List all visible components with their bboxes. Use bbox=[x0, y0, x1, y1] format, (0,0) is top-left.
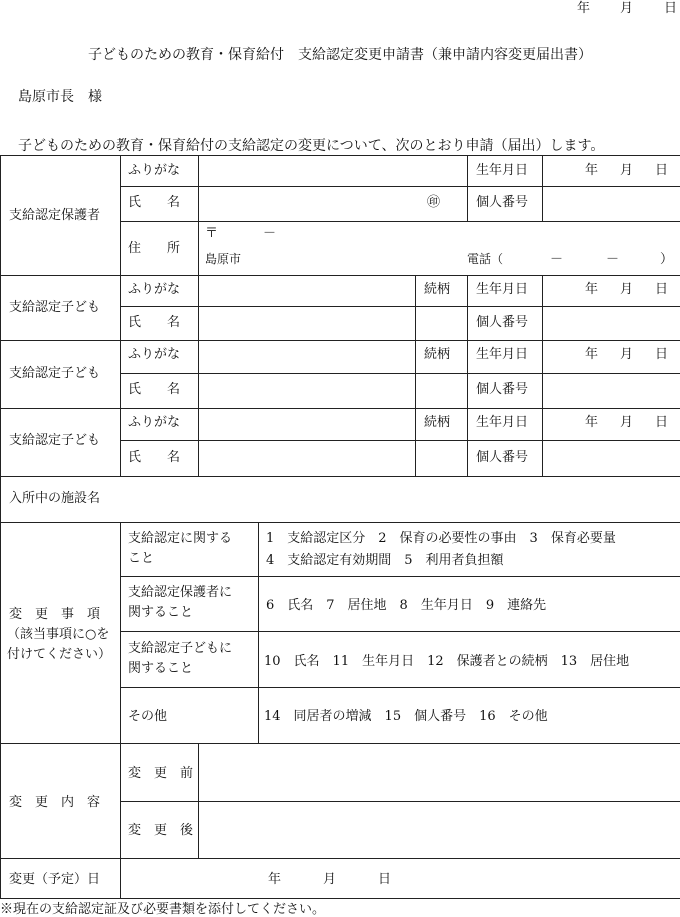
change-category-3-line1: 支給認定子どもに bbox=[128, 641, 233, 656]
seal-mark: ㊞ bbox=[427, 195, 441, 210]
change-options-1-line2: 4 支給認定有効期間 5 利用者負担額 bbox=[266, 553, 504, 568]
change-options-4: 14 同居者の増減 15 個人番号 16 その他 bbox=[264, 709, 548, 724]
form-title: 子どものための教育・保育給付 支給認定変更申請書（兼申請内容変更届出書） bbox=[88, 47, 592, 63]
change-category-1-line2: こと bbox=[128, 551, 155, 566]
change-date-day-unit: 日 bbox=[378, 872, 392, 887]
postal-dash: － bbox=[263, 226, 277, 241]
child-1-birth-month-unit: 月 bbox=[620, 282, 634, 297]
guardian-furigana-label: ふりがな bbox=[128, 163, 181, 178]
child-2-section-label: 支給認定子ども bbox=[9, 366, 101, 381]
guardian-birth-day-unit: 日 bbox=[655, 163, 669, 178]
child-3-personal-number-label: 個人番号 bbox=[476, 450, 529, 465]
child-1-furigana-label: ふりがな bbox=[128, 282, 181, 297]
child-1-birthdate-label: 生年月日 bbox=[476, 282, 529, 297]
child-3-name-label: 氏 名 bbox=[128, 450, 181, 465]
child-3-birth-year-unit: 年 bbox=[585, 415, 599, 430]
change-category-1-line1: 支給認定に関する bbox=[128, 531, 233, 546]
change-before-label: 変 更 前 bbox=[128, 766, 194, 781]
change-items-label-1: 変 更 事 項 bbox=[9, 607, 101, 622]
child-1-birth-day-unit: 日 bbox=[655, 282, 669, 297]
child-2-birth-year-unit: 年 bbox=[585, 347, 599, 362]
child-1-birth-year-unit: 年 bbox=[585, 282, 599, 297]
guardian-section-label: 支給認定保護者 bbox=[9, 208, 101, 223]
child-1-relation-label: 続柄 bbox=[424, 282, 451, 297]
change-items-label-2: （該当事項に○を bbox=[7, 627, 110, 642]
child-2-birth-month-unit: 月 bbox=[620, 347, 634, 362]
postal-mark: 〒 bbox=[205, 226, 219, 241]
change-date-label: 変更（予定）日 bbox=[9, 872, 101, 887]
change-date-year-unit: 年 bbox=[268, 872, 282, 887]
guardian-personal-number-label: 個人番号 bbox=[476, 195, 529, 210]
change-date-month-unit: 月 bbox=[323, 872, 337, 887]
guardian-birth-month-unit: 月 bbox=[620, 163, 634, 178]
change-after-label: 変 更 後 bbox=[128, 823, 194, 838]
child-3-birth-month-unit: 月 bbox=[620, 415, 634, 430]
child-3-relation-label: 続柄 bbox=[424, 415, 451, 430]
change-options-1-line1: 1 支給認定区分 2 保育の必要性の事由 3 保育必要量 bbox=[266, 531, 616, 546]
footer-note: ※現在の支給認定証及び必要書類を添付してください。 bbox=[0, 902, 326, 917]
phone-dash-1: － bbox=[550, 252, 564, 267]
addressee: 島原市長 様 bbox=[18, 89, 102, 105]
change-items-label-3: 付けてください） bbox=[7, 647, 112, 662]
child-3-birth-day-unit: 日 bbox=[655, 415, 669, 430]
child-2-furigana-label: ふりがな bbox=[128, 347, 181, 362]
application-form-table bbox=[0, 155, 680, 899]
child-3-section-label: 支給認定子ども bbox=[9, 433, 101, 448]
city-label: 島原市 bbox=[205, 252, 242, 266]
change-category-3-line2: 関すること bbox=[128, 661, 194, 676]
child-1-section-label: 支給認定子ども bbox=[9, 300, 101, 315]
change-category-2-line1: 支給認定保護者に bbox=[128, 585, 233, 600]
header-year-unit: 年 bbox=[577, 1, 591, 16]
child-1-personal-number-label: 個人番号 bbox=[476, 315, 529, 330]
change-content-label: 変 更 内 容 bbox=[9, 795, 101, 810]
header-day-unit: 日 bbox=[664, 1, 678, 16]
guardian-birth-year-unit: 年 bbox=[585, 163, 599, 178]
child-3-birthdate-label: 生年月日 bbox=[476, 415, 529, 430]
phone-label: 電話（ bbox=[467, 252, 504, 266]
facility-label: 入所中の施設名 bbox=[9, 491, 101, 506]
guardian-address-label: 住 所 bbox=[128, 241, 181, 256]
header-month-unit: 月 bbox=[620, 1, 634, 16]
change-category-2-line2: 関すること bbox=[128, 605, 194, 620]
child-2-name-label: 氏 名 bbox=[128, 382, 181, 397]
change-category-4: その他 bbox=[128, 709, 168, 724]
intro-text: 子どものための教育・保育給付の支給認定の変更について、次のとおり申請（届出）します。 bbox=[18, 138, 605, 154]
child-2-birthdate-label: 生年月日 bbox=[476, 347, 529, 362]
phone-close-paren: ） bbox=[660, 252, 674, 267]
guardian-birthdate-label: 生年月日 bbox=[476, 163, 529, 178]
phone-dash-2: － bbox=[606, 252, 620, 267]
guardian-name-label: 氏 名 bbox=[128, 195, 181, 210]
change-options-2: 6 氏名 7 居住地 8 生年月日 9 連絡先 bbox=[266, 598, 547, 613]
child-3-furigana-label: ふりがな bbox=[128, 415, 181, 430]
child-2-birth-day-unit: 日 bbox=[655, 347, 669, 362]
change-options-3: 10 氏名 11 生年月日 12 保護者との続柄 13 居住地 bbox=[264, 654, 630, 669]
child-2-personal-number-label: 個人番号 bbox=[476, 382, 529, 397]
child-2-relation-label: 続柄 bbox=[424, 347, 451, 362]
child-1-name-label: 氏 名 bbox=[128, 315, 181, 330]
